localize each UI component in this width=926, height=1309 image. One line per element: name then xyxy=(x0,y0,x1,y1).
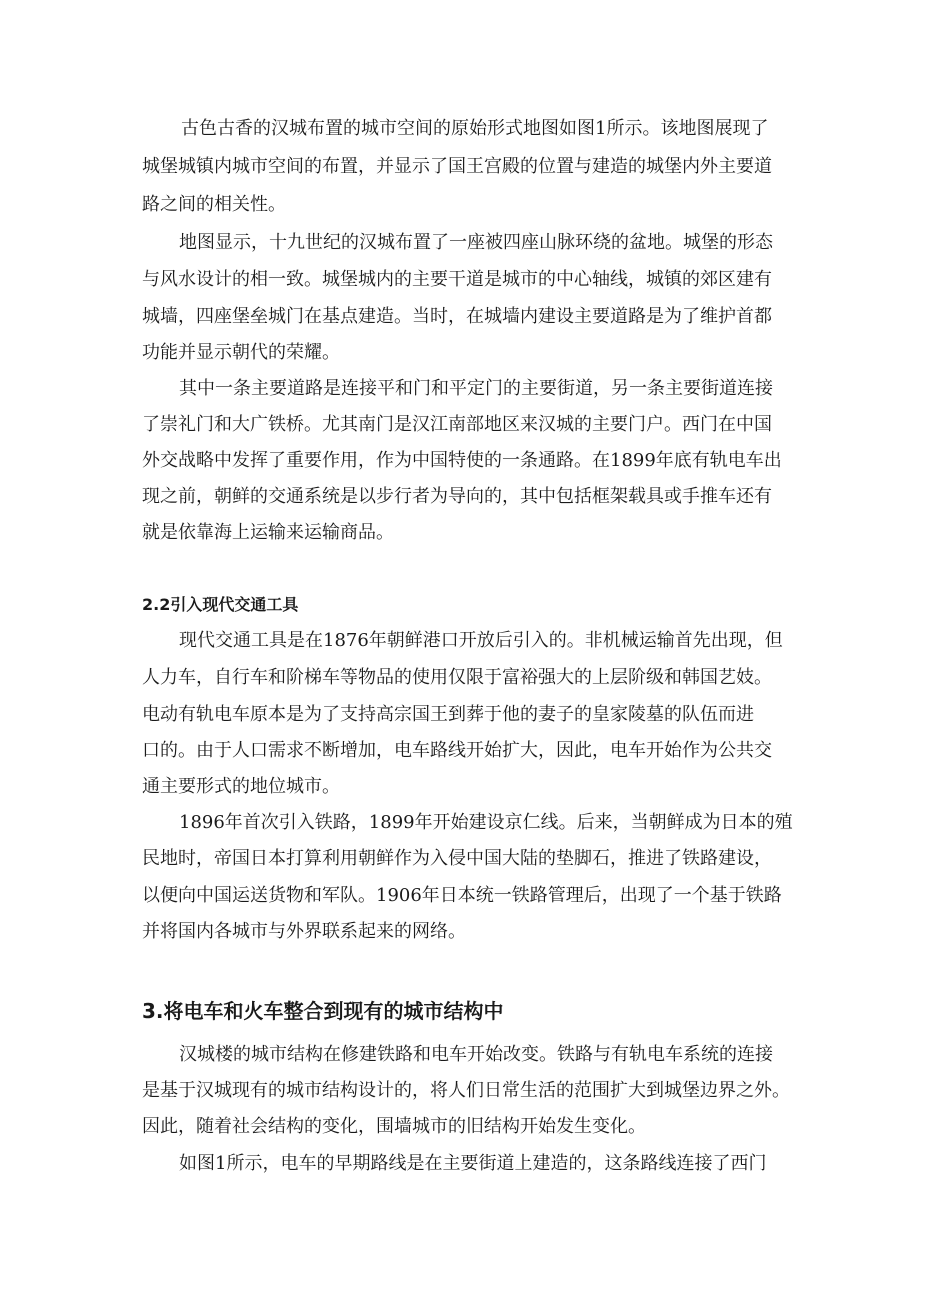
text-line: 城墙，四座堡垒城门在基点建造。当时，在城墙内建设主要道路是为了维护首都 xyxy=(142,306,772,327)
section-heading: 2.2引入现代交通工具 xyxy=(142,595,299,614)
text-line: 其中一条主要道路是连接平和门和平定门的主要街道，另一条主要街道连接 xyxy=(179,378,773,399)
text-line: 以便向中国运送货物和军队。1906年日本统一铁路管理后，出现了一个基于铁路 xyxy=(142,885,782,906)
text-line: 就是依靠海上运输来运输商品。 xyxy=(142,522,394,543)
text-line: 汉城楼的城市结构在修建铁路和电车开始改变。铁路与有轨电车系统的连接 xyxy=(179,1044,773,1065)
text-line: 与风水设计的相一致。城堡城内的主要干道是城市的中心轴线，城镇的郊区建有 xyxy=(142,269,772,290)
text-line: 了崇礼门和大广铁桥。尤其南门是汉江南部地区来汉城的主要门户。西门在中国 xyxy=(142,414,772,435)
text-line: 1896年首次引入铁路，1899年开始建设京仁线。后来，当朝鲜成为日本的殖 xyxy=(179,812,793,833)
text-line: 民地时，帝国日本打算利用朝鲜作为入侵中国大陆的垫脚石，推进了铁路建设， xyxy=(142,848,772,869)
text-line: 因此，随着社会结构的变化，围墙城市的旧结构开始发生变化。 xyxy=(142,1116,646,1137)
chapter-heading: 3.将电车和火车整合到现有的城市结构中 xyxy=(142,999,504,1023)
text-line: 人力车，自行车和阶梯车等物品的使用仅限于富裕强大的上层阶级和韩国艺妓。 xyxy=(142,667,772,688)
text-line: 古色古香的汉城布置的城市空间的原始形式地图如图1所示。该地图展现了 xyxy=(181,118,769,139)
text-line: 功能并显示朝代的荣耀。 xyxy=(142,342,340,363)
text-line: 通主要形式的地位城市。 xyxy=(142,776,340,797)
text-line: 现代交通工具是在1876年朝鲜港口开放后引入的。非机械运输首先出现，但 xyxy=(179,630,783,651)
text-line: 电动有轨电车原本是为了支持高宗国王到葬于他的妻子的皇家陵墓的队伍而进 xyxy=(142,704,754,725)
text-line: 并将国内各城市与外界联系起来的网络。 xyxy=(142,921,466,942)
text-line: 地图显示，十九世纪的汉城布置了一座被四座山脉环绕的盆地。城堡的形态 xyxy=(179,232,773,253)
text-line: 如图1所示，电车的早期路线是在主要街道上建造的，这条路线连接了西门 xyxy=(179,1153,767,1174)
text-line: 是基于汉城现有的城市结构设计的，将人们日常生活的范围扩大到城堡边界之外。 xyxy=(142,1080,790,1101)
text-line: 路之间的相关性。 xyxy=(142,194,286,215)
text-line: 城堡城镇内城市空间的布置，并显示了国王宫殿的位置与建造的城堡内外主要道 xyxy=(142,156,772,177)
text-line: 外交战略中发挥了重要作用，作为中国特使的一条通路。在1899年底有轨电车出 xyxy=(142,450,782,471)
text-line: 现之前，朝鲜的交通系统是以步行者为导向的，其中包括框架载具或手推车还有 xyxy=(142,486,772,507)
text-line: 口的。由于人口需求不断增加，电车路线开始扩大，因此，电车开始作为公共交 xyxy=(142,740,772,761)
